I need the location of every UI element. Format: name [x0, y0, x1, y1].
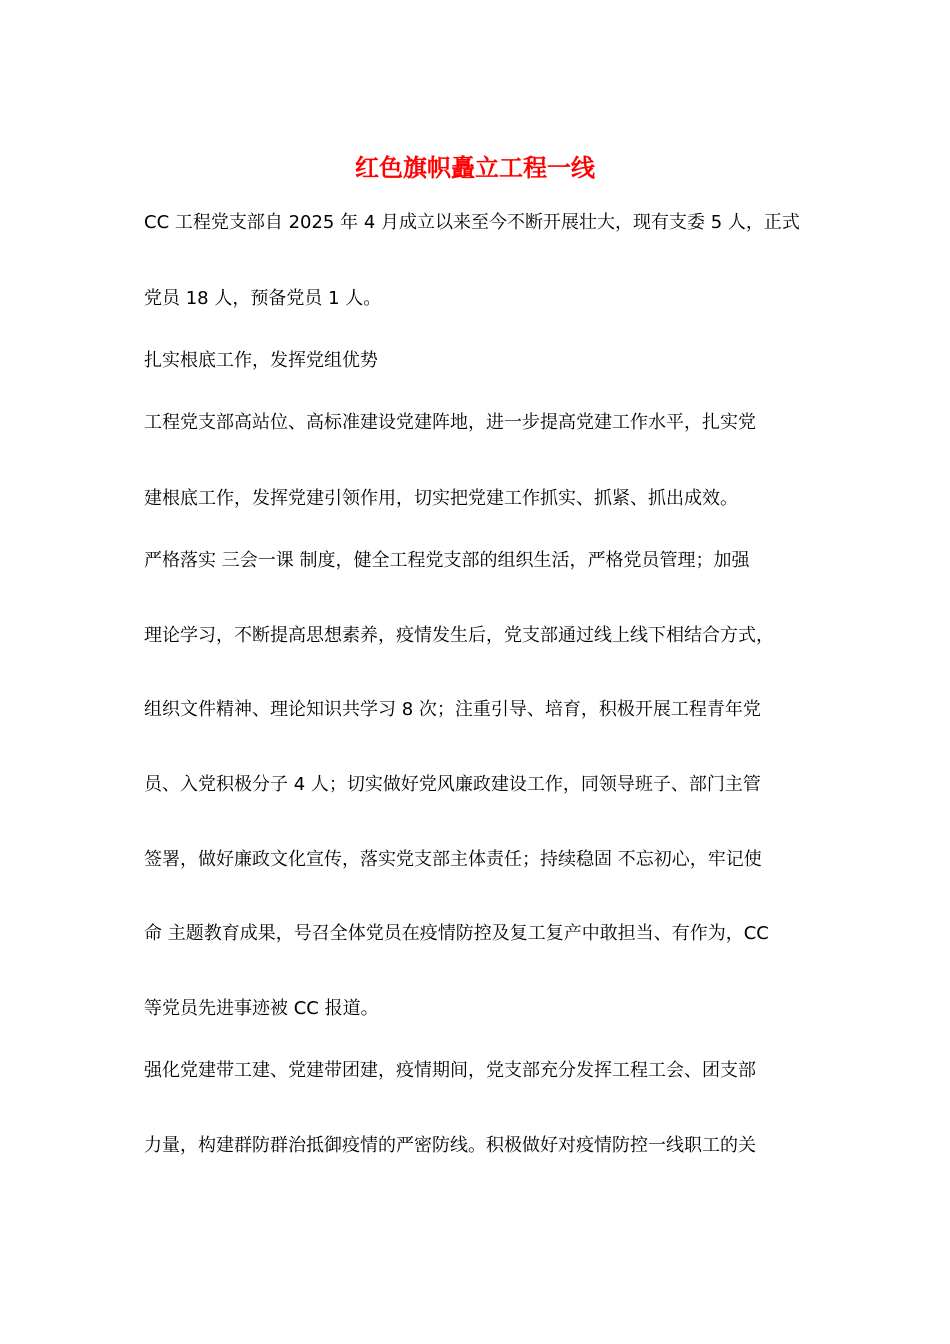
paragraph-line: 等党员先进事迹被 CC 报道。 [144, 998, 379, 1019]
paragraph-line: 建根底工作，发挥党建引领作用，切实把党建工作抓实、抓紧、抓出成效。 [144, 488, 738, 509]
paragraph-line: 强化党建带工建、党建带团建，疫情期间，党支部充分发挥工程工会、团支部 [144, 1060, 756, 1081]
paragraph-line: 签署，做好廉政文化宣传，落实党支部主体责任；持续稳固 不忘初心，牢记使 [144, 849, 762, 870]
paragraph-line: CC 工程党支部自 2025 年 4 月成立以来至今不断开展壮大，现有支委 5 人，正式 [144, 212, 800, 233]
document-title: 红色旗帜矗立工程一线 [355, 153, 595, 182]
paragraph-line: 工程党支部高站位、高标准建设党建阵地，进一步提高党建工作水平，扎实党 [144, 412, 756, 433]
paragraph-line: 力量，构建群防群治抵御疫情的严密防线。积极做好对疫情防控一线职工的关 [144, 1135, 756, 1156]
paragraph-line: 党员 18 人，预备党员 1 人。 [144, 288, 382, 309]
paragraph-line: 严格落实 三会一课 制度，健全工程党支部的组织生活，严格党员管理；加强 [144, 550, 750, 571]
paragraph-line: 命 主题教育成果，号召全体党员在疫情防控及复工复产中敢担当、有作为，CC [144, 923, 769, 944]
paragraph-line: 员、入党积极分子 4 人；切实做好党风廉政建设工作，同领导班子、部门主管 [144, 774, 761, 795]
paragraph-line: 理论学习，不断提高思想素养，疫情发生后，党支部通过线上线下相结合方式， [144, 625, 774, 646]
paragraph-line: 组织文件精神、理论知识共学习 8 次；注重引导、培育，积极开展工程青年党 [144, 699, 761, 720]
section-heading: 扎实根底工作，发挥党组优势 [144, 350, 378, 371]
